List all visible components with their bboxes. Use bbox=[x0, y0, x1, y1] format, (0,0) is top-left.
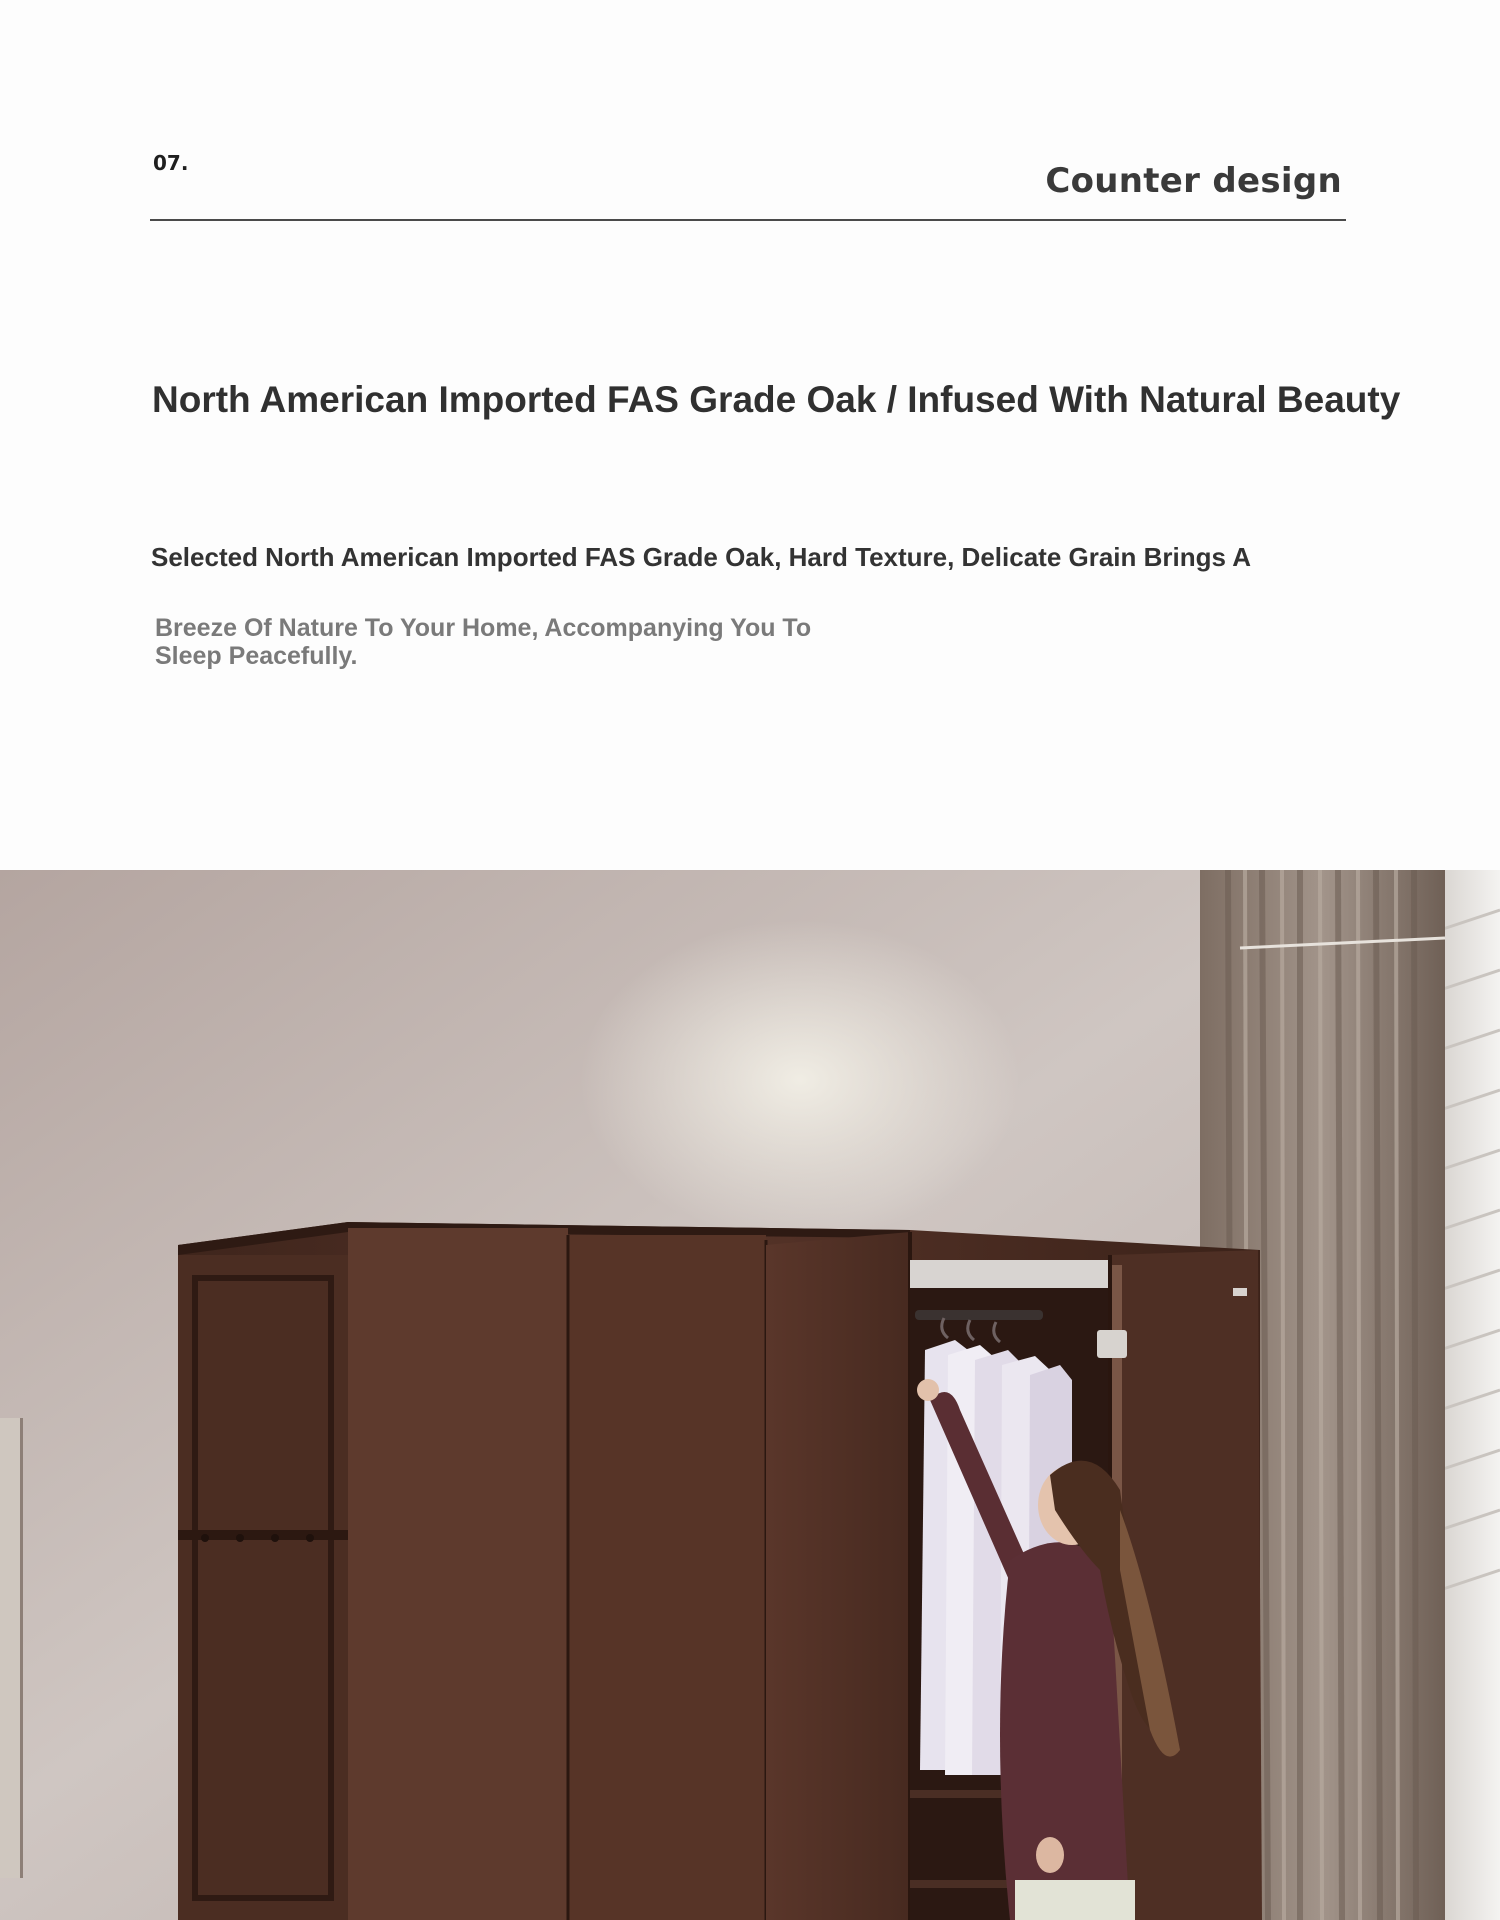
wardrobe-photo bbox=[0, 870, 1500, 1920]
lead-paragraph: Selected North American Imported FAS Grade Oak, Hard Texture, Delicate Grain Brings A bbox=[151, 542, 1252, 572]
header-divider bbox=[150, 219, 1346, 221]
headline: North American Imported FAS Grade Oak / Infused With Natural Beauty bbox=[152, 379, 1401, 420]
section-number: 07. bbox=[153, 151, 189, 175]
section-title: Counter design bbox=[1045, 161, 1342, 201]
lead-paragraph-continued: Breeze Of Nature To Your Home, Accompanying You To Sleep Peacefully. bbox=[155, 614, 812, 670]
